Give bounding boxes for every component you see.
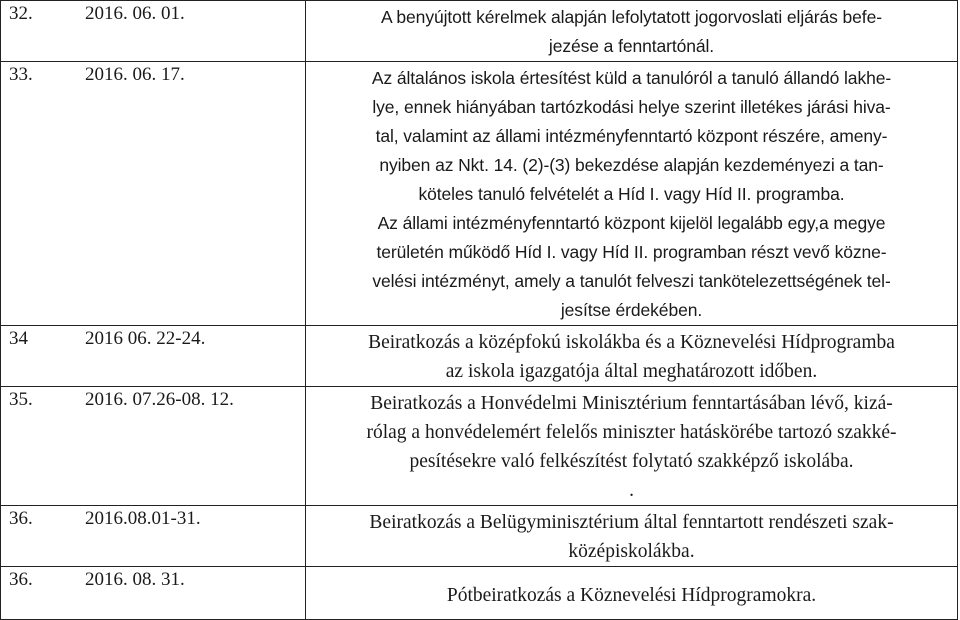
description-line: jezése a fenntartónál. xyxy=(548,36,715,56)
description-cell xyxy=(306,387,958,506)
row-number: 32. xyxy=(9,3,33,24)
row-number: 36. xyxy=(9,508,33,529)
table-row xyxy=(1,387,958,506)
description-line: pesítésekre való felkészítést folytató szakképző iskolába. xyxy=(409,451,854,472)
row-number: 33. xyxy=(9,64,33,85)
row-number: 34 xyxy=(9,328,28,349)
row-date: 2016.08.01-31. xyxy=(85,508,201,529)
date-cell xyxy=(1,326,306,387)
description-cell xyxy=(306,326,958,387)
description-line: Az általános iskola értesítést küld a tanulóról a tanuló állandó lakhe- xyxy=(371,68,892,88)
description-line: köteles tanuló felvételét a Híd I. vagy Híd II. programba. xyxy=(418,184,845,204)
row-number: 36. xyxy=(9,569,33,590)
table-row xyxy=(1,326,958,387)
date-cell xyxy=(1,567,306,620)
table-row xyxy=(1,506,958,567)
date-cell xyxy=(1,506,306,567)
date-cell xyxy=(1,387,306,506)
description-line: Beiratkozás a Belügyminisztérium által fenntartott rendészeti szak- xyxy=(369,512,894,533)
description-line: Beiratkozás a Honvédelmi Minisztérium fenntartásában lévő, kizá- xyxy=(370,393,893,414)
description-line: Az állami intézményfenntartó központ kijelöl legalább egy,a megye xyxy=(377,213,886,233)
row-date: 2016. 08. 31. xyxy=(85,569,185,590)
table-row xyxy=(1,567,958,620)
description-line: A benyújtott kérelmek alapján lefolytatott jogorvoslati eljárás befe- xyxy=(381,7,882,27)
row-number: 35. xyxy=(9,389,33,410)
description-cell xyxy=(306,62,958,326)
date-cell xyxy=(1,1,306,62)
description-line: nyiben az Nkt. 14. (2)-(3) bekezdése alapján kezdeményezi a tan- xyxy=(379,155,884,175)
description-line: középiskolákba. xyxy=(568,541,695,562)
table-row xyxy=(1,1,958,62)
description-line: tal, valamint az állami intézményfenntartó központ részére, ameny- xyxy=(375,126,888,146)
row-date: 2016. 06. 17. xyxy=(85,64,185,85)
description-cell xyxy=(306,1,958,62)
description-line: rólag a honvédelemért felelős miniszter hatáskörébe tartozó szakké- xyxy=(366,422,897,443)
date-cell xyxy=(1,62,306,326)
description-line: jesítse érdekében. xyxy=(560,300,703,320)
row-date: 2016. 06. 01. xyxy=(85,3,185,24)
description-line: Beiratkozás a középfokú iskolákba és a Köznevelési Hídprogramba xyxy=(368,332,895,353)
description-line: területén működő Híd I. vagy Híd II. programban részt vevő közne- xyxy=(376,242,887,262)
row-date: 2016 06. 22-24. xyxy=(85,328,206,349)
description-cell xyxy=(306,506,958,567)
row-date: 2016. 07.26-08. 12. xyxy=(85,389,234,410)
description-line: az iskola igazgatója által meghatározott időben. xyxy=(445,361,818,382)
description-line: Pótbeiratkozás a Köznevelési Hídprogramokra. xyxy=(446,585,817,606)
description-line: velési intézményt, amely a tanulót felveszi tankötelezettségének tel- xyxy=(372,271,891,291)
table-row xyxy=(1,62,958,326)
description-line: . xyxy=(629,480,634,501)
description-cell xyxy=(306,567,958,620)
description-line: lye, ennek hiányában tartózkodási helye szerint illetékes járási hiva- xyxy=(372,97,891,117)
